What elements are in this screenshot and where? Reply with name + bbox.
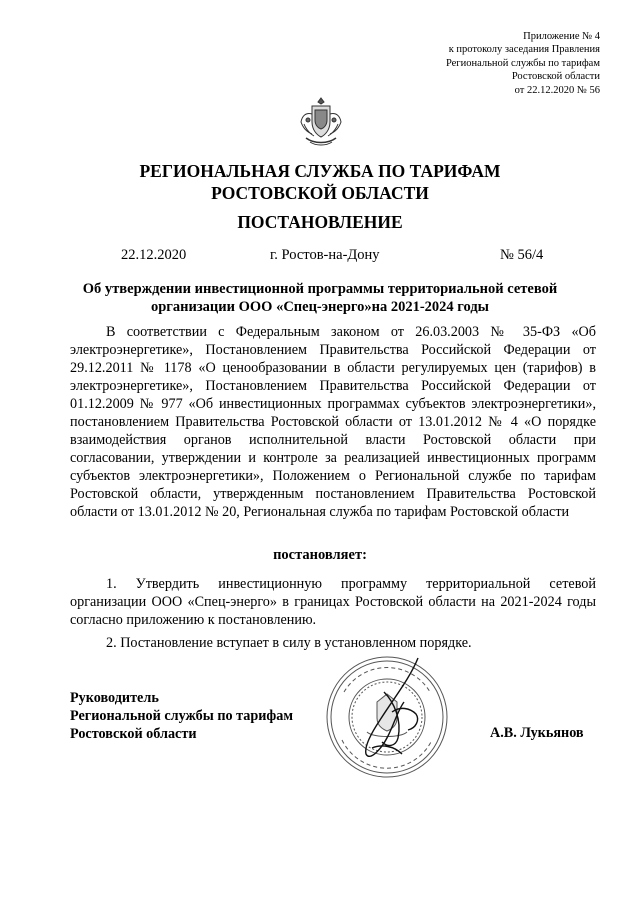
signer-title-line-3: Ростовской области bbox=[70, 726, 197, 742]
coat-of-arms-icon bbox=[298, 94, 344, 150]
appendix-line-5: от 22.12.2020 № 56 bbox=[514, 84, 600, 96]
organization-title bbox=[0, 160, 640, 204]
preamble-paragraph: В соответствии с Федеральным законом от 26.03.2003 № 35-ФЗ «Об электроэнергетике», Постановлением Правительства Российской Федерации от 29.12.2011 № 1178 «О ценообразовании в области регулируемых цен (тарифов) в электроэнергетике», Постановлением Правительства Российской Федерации от 01.12.2009 № 977 «Об инвестиционных программах субъектов электроэнергетики», постановлением Правительства Ростовской области от 13.01.2012 № 4 «О порядке взаимодействия органов исполнительной власти Ростовской области при согласовании, утверждении и контроле за реализацией инвестиционных программ субъектов электроэнергетики», Положением о Региональной службе по тарифам Ростовской области, утвержденным постановлением Правительства Ростовской области от 13.01.2012 № 20, Региональная служба по тарифам Ростовской области bbox=[70, 324, 596, 520]
document-city: г. Ростов-на-Дону bbox=[270, 247, 380, 263]
organization-title-line-1: РЕГИОНАЛЬНАЯ СЛУЖБА ПО ТАРИФАМ bbox=[139, 161, 501, 181]
organization-title-line-2: РОСТОВСКОЙ ОБЛАСТИ bbox=[211, 183, 429, 203]
appendix-line-2: к протоколу заседания Правления bbox=[448, 44, 600, 56]
signer-title bbox=[70, 689, 293, 743]
signer-title-line-1: Руководитель bbox=[70, 690, 159, 706]
appendix-line-3: Региональной службы по тарифам bbox=[445, 57, 600, 69]
document-type: ПОСТАНОВЛЕНИЕ bbox=[237, 212, 403, 232]
resolution-item-1: 1. Утвердить инвестиционную программу территориальной сетевой организации ООО «Спец-энерго» в границах Ростовской области на 2021-2024 годы согласно приложению к постановлению. bbox=[70, 576, 596, 628]
official-seal-icon bbox=[322, 652, 452, 782]
document-date: 22.12.2020 bbox=[121, 247, 187, 263]
document-number: № 56/4 bbox=[500, 247, 544, 263]
appendix-line-4: Ростовской области bbox=[511, 71, 600, 83]
signer-name: А.В. Лукьянов bbox=[490, 725, 584, 741]
appendix-note bbox=[446, 30, 600, 97]
document-subject: Об утверждении инвестиционной программы территориальной сетевой организации ООО «Спец-энерго»на 2021-2024 годы bbox=[82, 281, 558, 315]
resolution-item-2: 2. Постановление вступает в силу в установленном порядке. bbox=[106, 635, 472, 651]
appendix-line-1: Приложение № 4 bbox=[523, 31, 600, 42]
resolves-heading: постановляет: bbox=[273, 547, 367, 563]
signer-title-line-2: Региональной службы по тарифам bbox=[70, 708, 294, 724]
